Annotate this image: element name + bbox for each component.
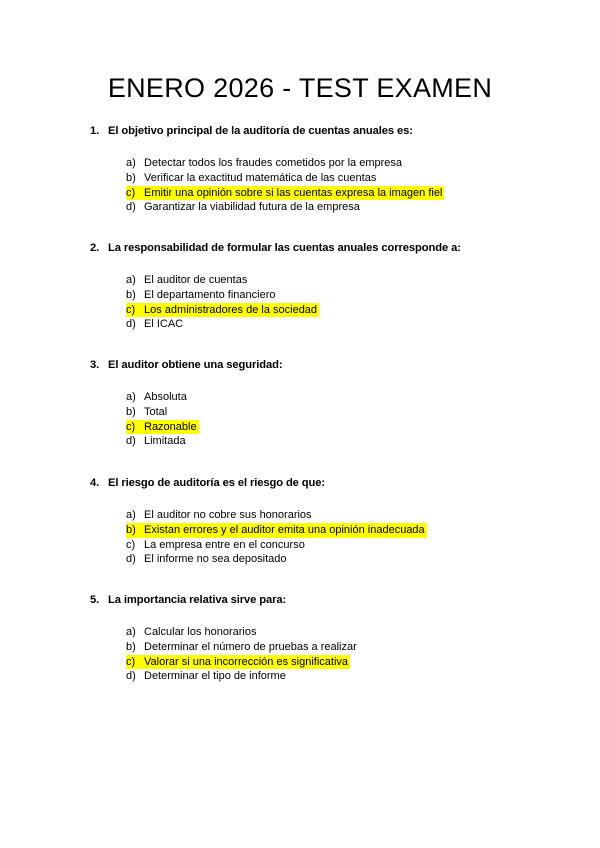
answer-option-highlighted bbox=[90, 303, 570, 318]
option-content bbox=[126, 508, 312, 523]
answer-option bbox=[90, 288, 570, 303]
option-content bbox=[126, 538, 305, 553]
answer-option bbox=[90, 625, 570, 640]
option-content bbox=[126, 273, 247, 288]
page-title: ENERO 2026 - TEST EXAMEN bbox=[107, 73, 493, 103]
question-heading bbox=[90, 124, 570, 138]
option-text: El departamento financiero bbox=[144, 288, 276, 301]
question-1 bbox=[90, 124, 570, 215]
option-text: Valorar si una incorrección es significativa bbox=[144, 655, 348, 668]
option-text: El ICAC bbox=[144, 318, 184, 331]
option-content bbox=[126, 405, 167, 420]
option-letter: d) bbox=[126, 435, 136, 448]
answer-option bbox=[90, 200, 570, 215]
option-letter: b) bbox=[126, 171, 136, 184]
option-content bbox=[126, 669, 286, 684]
answer-option bbox=[90, 508, 570, 523]
option-text: Existan errores y el auditor emita una opinión inadecuada bbox=[144, 523, 425, 536]
question-4 bbox=[90, 476, 570, 567]
option-text: Verificar la exactitud matemática de las cuentas bbox=[144, 171, 377, 184]
answer-option bbox=[90, 640, 570, 655]
option-letter: b) bbox=[126, 405, 136, 418]
option-text: Garantizar la viabilidad futura de la empresa bbox=[144, 201, 360, 214]
option-text: Detectar todos los fraudes cometidos por la empresa bbox=[144, 157, 403, 169]
option-text: Limitada bbox=[144, 435, 186, 448]
question-heading bbox=[90, 241, 570, 255]
option-text: Total bbox=[144, 405, 168, 418]
option-content bbox=[126, 420, 199, 435]
option-content bbox=[126, 625, 257, 640]
option-letter: c) bbox=[126, 303, 136, 316]
question-text: El objetivo principal de la auditoría de cuentas anuales es: bbox=[108, 125, 413, 137]
answer-option bbox=[90, 669, 570, 684]
option-content bbox=[126, 171, 376, 186]
question-3 bbox=[90, 358, 570, 449]
answer-options bbox=[90, 390, 570, 449]
option-letter: a) bbox=[126, 274, 136, 286]
option-text: Emitir una opinión sobre si las cuentas expresa la imagen fiel bbox=[144, 186, 443, 199]
question-text: El auditor obtiene una seguridad: bbox=[108, 359, 283, 371]
answer-option-highlighted bbox=[90, 523, 570, 538]
answer-option bbox=[90, 171, 570, 186]
option-text: La empresa entre en el concurso bbox=[144, 538, 305, 551]
option-content bbox=[126, 655, 350, 670]
option-text: El auditor de cuentas bbox=[144, 274, 248, 286]
option-letter: a) bbox=[126, 509, 136, 521]
answer-options bbox=[90, 156, 570, 215]
option-content bbox=[126, 552, 286, 567]
answer-option bbox=[90, 317, 570, 332]
option-content bbox=[126, 156, 402, 171]
option-text: Determinar el número de pruebas a realizar bbox=[144, 640, 357, 653]
option-letter: c) bbox=[126, 538, 136, 551]
answer-option-highlighted bbox=[90, 655, 570, 670]
option-content bbox=[126, 434, 186, 449]
option-letter: b) bbox=[126, 523, 136, 536]
answer-option bbox=[90, 390, 570, 405]
answer-options bbox=[90, 508, 570, 567]
option-letter: d) bbox=[126, 670, 136, 683]
question-2 bbox=[90, 241, 570, 332]
option-content bbox=[126, 303, 319, 318]
option-content bbox=[126, 317, 183, 332]
question-text: La responsabilidad de formular las cuentas anuales corresponde a: bbox=[108, 242, 461, 254]
option-content bbox=[126, 640, 357, 655]
question-heading bbox=[90, 593, 570, 607]
option-content bbox=[126, 523, 427, 538]
answer-option bbox=[90, 538, 570, 553]
question-number: 1. bbox=[90, 125, 100, 137]
answer-option bbox=[90, 156, 570, 171]
option-letter: b) bbox=[126, 640, 136, 653]
question-number: 3. bbox=[90, 359, 100, 371]
question-number: 4. bbox=[90, 477, 100, 489]
option-letter: d) bbox=[126, 553, 136, 566]
option-letter: a) bbox=[126, 157, 136, 169]
option-letter: d) bbox=[126, 318, 136, 331]
question-number: 5. bbox=[90, 594, 100, 606]
question-text: La importancia relativa sirve para: bbox=[108, 594, 287, 606]
option-letter: c) bbox=[126, 186, 136, 199]
option-text: Razonable bbox=[144, 420, 197, 433]
option-text: El informe no sea depositado bbox=[144, 553, 287, 566]
option-letter: c) bbox=[126, 420, 136, 433]
answer-option bbox=[90, 434, 570, 449]
option-letter: a) bbox=[126, 391, 136, 403]
question-number: 2. bbox=[90, 242, 100, 254]
question-text: El riesgo de auditoría es el riesgo de que: bbox=[108, 477, 326, 489]
option-text: Absoluta bbox=[144, 391, 187, 403]
option-content bbox=[126, 200, 360, 215]
answer-options bbox=[90, 273, 570, 332]
question-heading bbox=[90, 358, 570, 372]
option-content bbox=[126, 288, 275, 303]
option-text: Determinar el tipo de informe bbox=[144, 670, 286, 683]
answer-option bbox=[90, 405, 570, 420]
option-text: Los administradores de la sociedad bbox=[144, 303, 318, 316]
question-5 bbox=[90, 593, 570, 684]
answer-option-highlighted bbox=[90, 420, 570, 435]
option-letter: b) bbox=[126, 288, 136, 301]
option-letter: c) bbox=[126, 655, 136, 668]
option-letter: d) bbox=[126, 201, 136, 214]
answer-option-highlighted bbox=[90, 186, 570, 201]
option-content bbox=[126, 390, 187, 405]
answer-option bbox=[90, 273, 570, 288]
option-letter: a) bbox=[126, 626, 136, 638]
option-text: El auditor no cobre sus honorarios bbox=[144, 509, 312, 521]
answer-options bbox=[90, 625, 570, 684]
option-text: Calcular los honorarios bbox=[144, 626, 257, 638]
answer-option bbox=[90, 552, 570, 567]
option-content bbox=[126, 186, 444, 201]
question-heading bbox=[90, 476, 570, 490]
